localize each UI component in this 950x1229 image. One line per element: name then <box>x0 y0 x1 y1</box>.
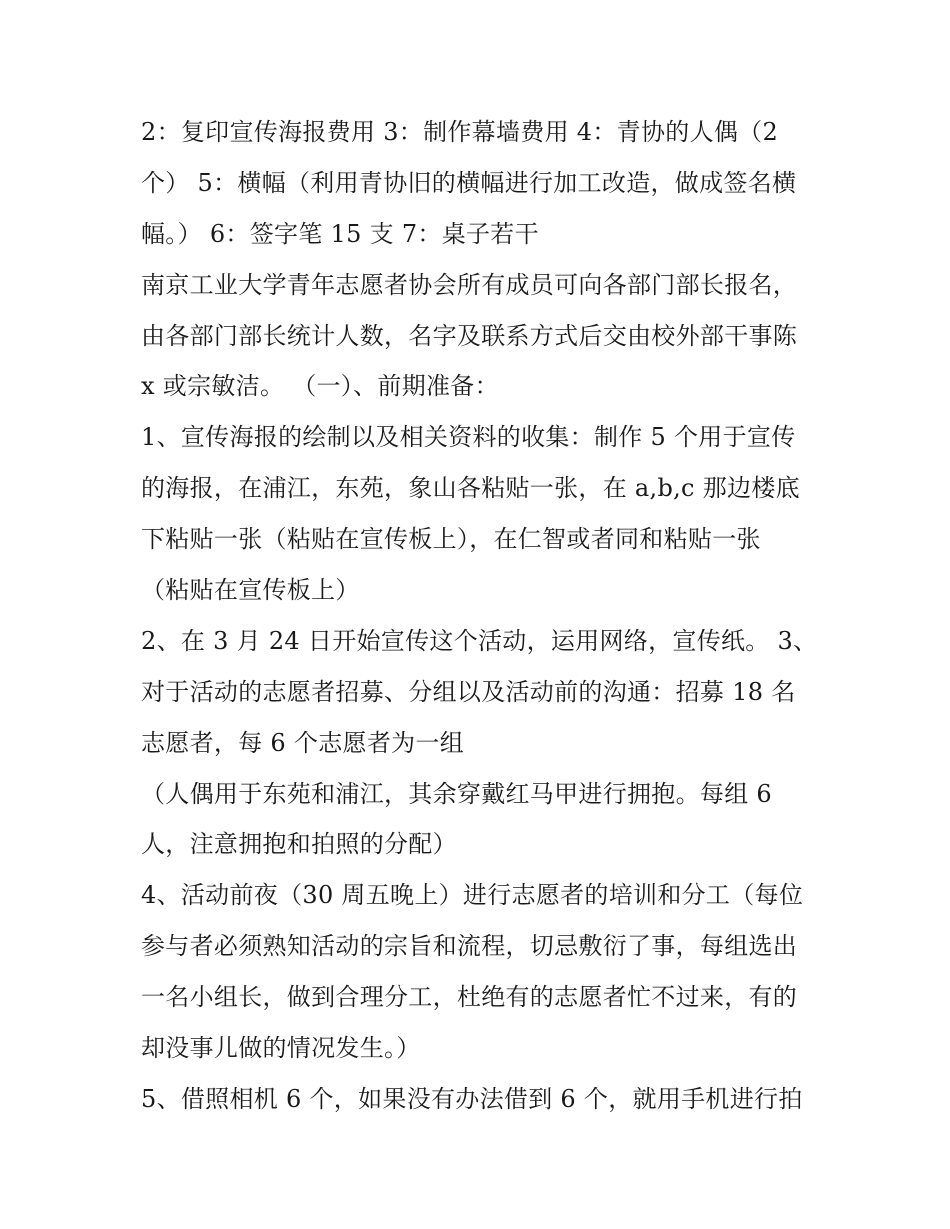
text-line: 下粘贴一张（粘贴在宣传板上），在仁智或者同和粘贴一张 <box>141 525 761 554</box>
text-line: （人偶用于东苑和浦江，其余穿戴红马甲进行拥抱。每组 6 <box>141 779 772 808</box>
text-line: x 或宗敏洁。 （一）、前期准备： <box>141 372 499 401</box>
text-line: 1、宣传海报的绘制以及相关资料的收集：制作 5 个用于宣传 <box>141 423 796 452</box>
text-line: （粘贴在宣传板上） <box>141 576 360 605</box>
text-line: 4、活动前夜（30 周五晚上）进行志愿者的培训和分工（每位 <box>141 881 804 910</box>
text-line: 却没事儿做的情况发生。） <box>141 1034 421 1063</box>
text-line: 人，注意拥抱和拍照的分配） <box>141 830 457 859</box>
text-line: 2：复印宣传海报费用 3：制作幕墙费用 4：青协的人偶（2 <box>141 118 779 146</box>
text-line: 一名小组长，做到合理分工，杜绝有的志愿者忙不过来，有的 <box>141 983 798 1012</box>
text-line: 5、借照相机 6 个，如果没有办法借到 6 个，就用手机进行拍 <box>141 1084 803 1113</box>
text-line: 个） 5：横幅（利用青协旧的横幅进行加工改造，做成签名横 <box>141 168 797 197</box>
text-line: 对于活动的志愿者招募、分组以及活动前的沟通：招募 18 名 <box>141 677 796 706</box>
text-line: 2、在 3 月 24 日开始宣传这个活动，运用网络，宣传纸。 3、 <box>141 626 818 655</box>
text-line: 由各部门部长统计人数，名字及联系方式后交由校外部干事陈 <box>141 321 798 350</box>
text-line: 的海报，在浦江，东苑，象山各粘贴一张，在 a,b,c 那边楼底 <box>141 474 800 503</box>
document-body <box>141 107 821 1125</box>
text-line: 幅。） 6：签字笔 15 支 7：桌子若干 <box>141 219 539 248</box>
text-line: 南京工业大学青年志愿者协会所有成员可向各部门部长报名， <box>141 270 798 299</box>
text-line: 参与者必须熟知活动的宗旨和流程，切忌敷衍了事，每组选出 <box>141 932 798 961</box>
text-line: 志愿者，每 6 个志愿者为一组 <box>141 728 465 757</box>
